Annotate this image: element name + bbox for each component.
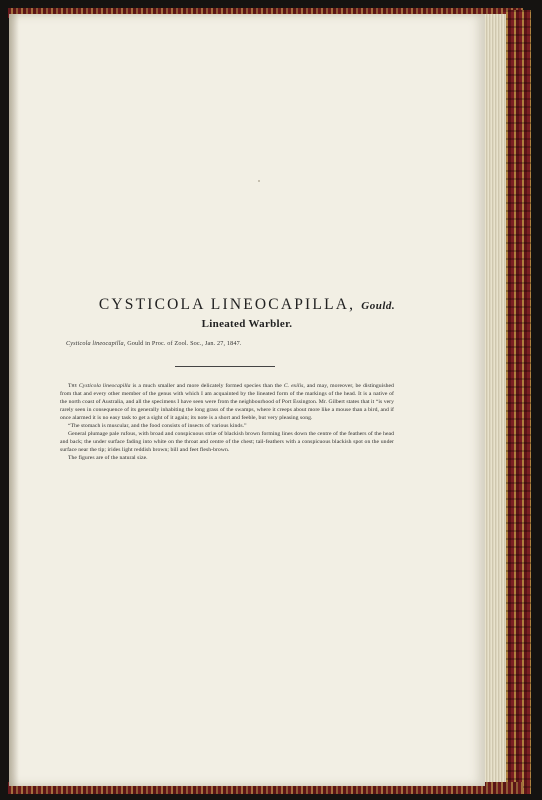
book-page [9,14,485,786]
page-gutter-shadow [9,14,19,786]
paragraph-1-other-species: C. exilis, [283,383,305,389]
species-name: CYSTICOLA LINEOCAPILLA, [98,296,356,313]
divider-rule [175,366,275,367]
paper-speck [258,180,260,182]
species-title [9,296,485,314]
paragraph-1-rest: and may, moreover, be distinguished from that and every other member of the genus with which I am acquainted by the lineated form of the markings of the head. It is a native of the north coast of Australia, and all the specimens I have seen were from the neighbourhood of Port Essington. Mr. Gilbert states that it “is very rarely seen in consequence of its generally inhabiting the long grass of the swamps, where it creeps about more like a mouse than a bird, and if once alarmed it is no easy task to get a sight of it again; its note is a short and feeble, but very pleasing song. [60,383,394,421]
paragraph-1-species: Cysticola lineocapilla [78,383,131,389]
citation-species: Cysticola lineocapilla, [66,340,126,347]
paragraph-3: General plumage pale rufous, with broad and conspicuous striæ of blackish brown forming lines down the centre of the feathers of the head and back; the under surface fading into white on the throat and centre of the chest; tail-feathers with a conspicuous blackish spot on the under surface near the tip; irides light reddish brown; bill and feet flesh-brown. [60,431,394,453]
paragraph-1-lead: The [68,383,77,389]
description-text [60,382,394,462]
title-author: Gould. [361,300,396,312]
marbled-fore-edge [503,10,531,794]
paragraph-2: “The stomach is muscular, and the food consists of insects of various kinds.” [68,423,247,429]
page-stack-edge [482,14,506,786]
paragraph-1-mid: is a much smaller and more delicately formed species than the [132,383,282,389]
citation [66,340,242,347]
citation-source: Gould in Proc. of Zool. Soc., Jan. 27, 1847. [127,340,242,347]
common-name: Lineated Warbler. [201,318,293,330]
paragraph-1 [60,382,394,422]
paragraph-4: The figures are of the natural size. [68,455,148,461]
